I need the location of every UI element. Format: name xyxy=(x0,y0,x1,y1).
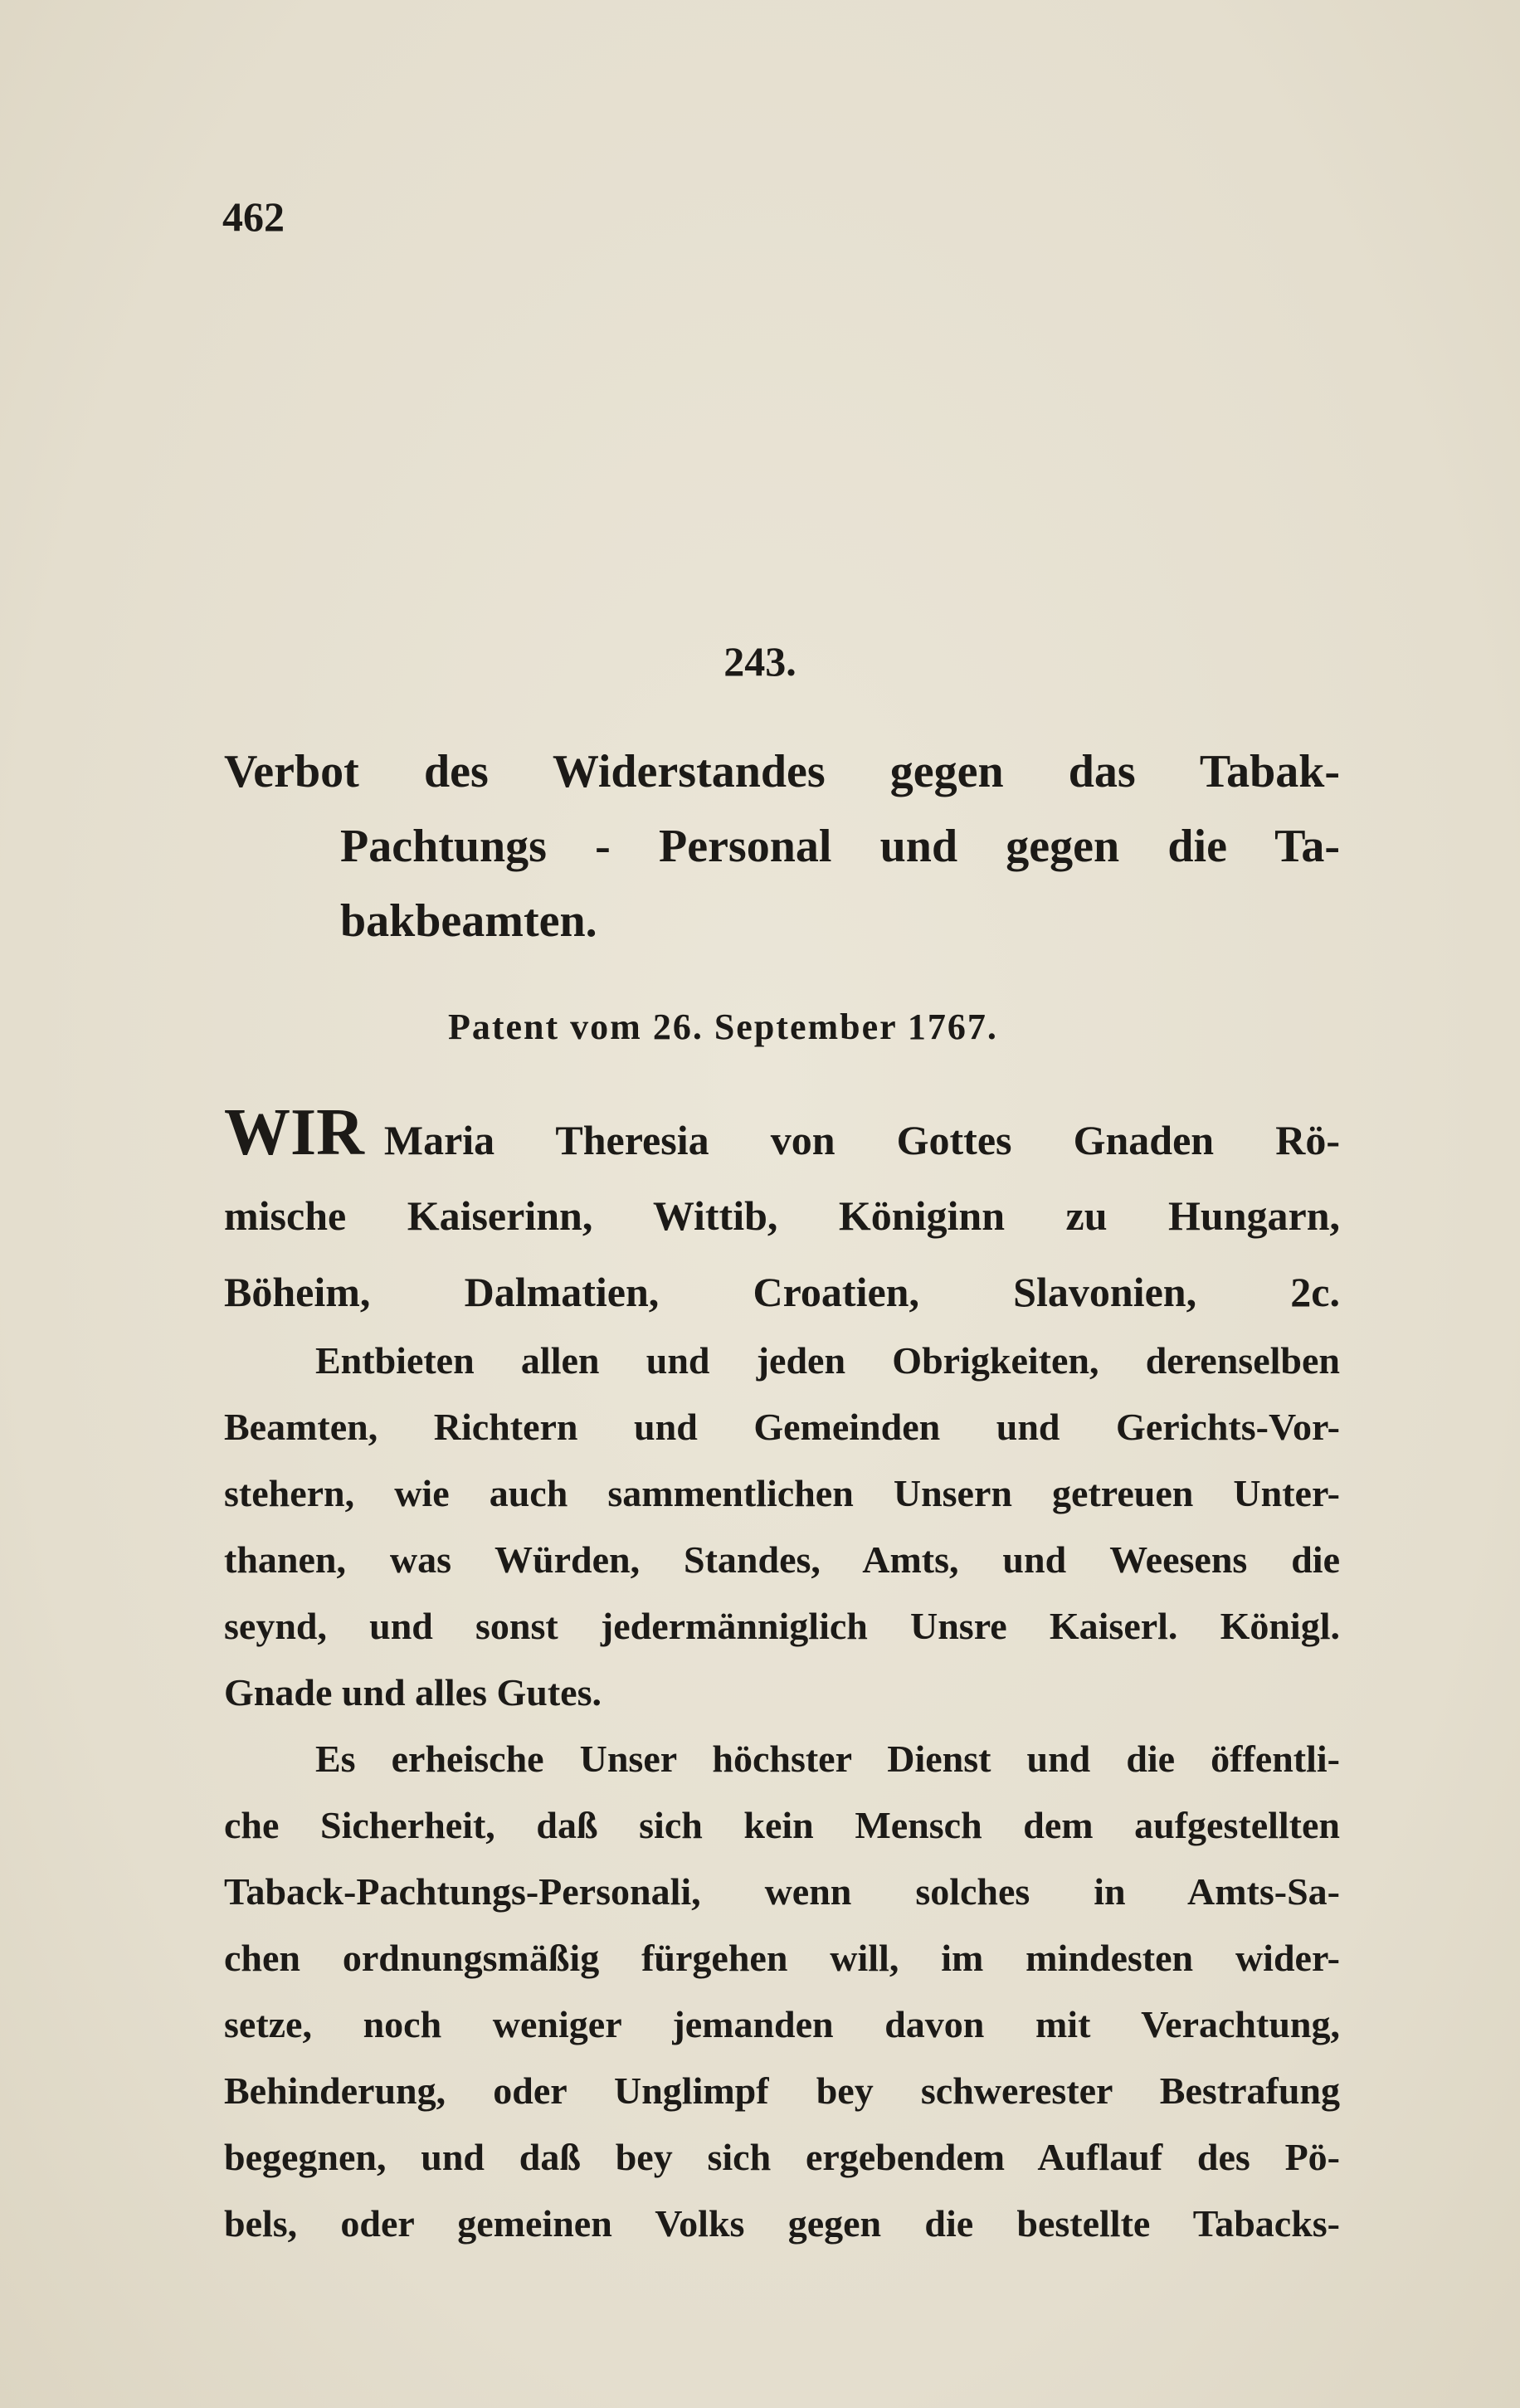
paragraph1-line: Entbieten allen und jeden Obrigkeiten, derenselben xyxy=(315,1339,1340,1382)
intro-line-2: mische Kaiserinn, Wittib, Königinn zu Hungarn, xyxy=(224,1192,1340,1239)
paragraph1-line: thanen, was Würden, Standes, Amts, und Weesens die xyxy=(224,1538,1340,1581)
paragraph2-line: Taback-Pachtungs-Personali, wenn solches in Amts-Sa- xyxy=(224,1870,1340,1913)
paragraph1-line: stehern, wie auch sammentlichen Unsern getreuen Unter- xyxy=(224,1472,1340,1514)
paragraph2-line: Es erheische Unser höchster Dienst und die öffentli- xyxy=(315,1738,1340,1780)
title-line-1: Verbot des Widerstandes gegen das Tabak- xyxy=(224,746,1340,797)
paragraph1-line: seynd, und sonst jedermänniglich Unsre Kaiserl. Königl. xyxy=(224,1605,1340,1647)
intro-line-1 xyxy=(224,1096,1340,1169)
paragraph2-line: bels, oder gemeinen Volks gegen die bestellte Tabacks- xyxy=(224,2202,1340,2245)
paragraph2-line: Behinderung, oder Unglimpf bey schwerester Bestrafung xyxy=(224,2069,1340,2112)
paragraph2-line: setze, noch weniger jemanden davon mit Verachtung, xyxy=(224,2003,1340,2045)
paragraph2-line: begegnen, und daß bey sich ergebendem Auflauf des Pö- xyxy=(224,2136,1340,2178)
patent-date: Patent vom 26. September 1767. xyxy=(448,1007,998,1047)
page-number: 462 xyxy=(222,193,285,240)
document-number: 243. xyxy=(723,638,797,685)
paragraph1-line: Beamten, Richtern und Gemeinden und Gerichts-Vor- xyxy=(224,1406,1340,1448)
paragraph2-line: chen ordnungsmäßig fürgehen will, im mindesten wider- xyxy=(224,1937,1340,1979)
title-line-2: Pachtungs - Personal und gegen die Ta- xyxy=(340,821,1340,872)
intro-line-3: Böheim, Dalmatien, Croatien, Slavonien, 2c. xyxy=(224,1269,1340,1315)
initial-wir: WIR xyxy=(224,1096,364,1169)
paragraph2-line: che Sicherheit, daß sich kein Mensch dem aufgestellten xyxy=(224,1804,1340,1846)
title-line-3: bakbeamten. xyxy=(340,895,597,947)
intro-text: Maria Theresia von Gottes Gnaden Rö- xyxy=(383,1117,1340,1163)
paragraph1-line: Gnade und alles Gutes. xyxy=(224,1671,602,1713)
